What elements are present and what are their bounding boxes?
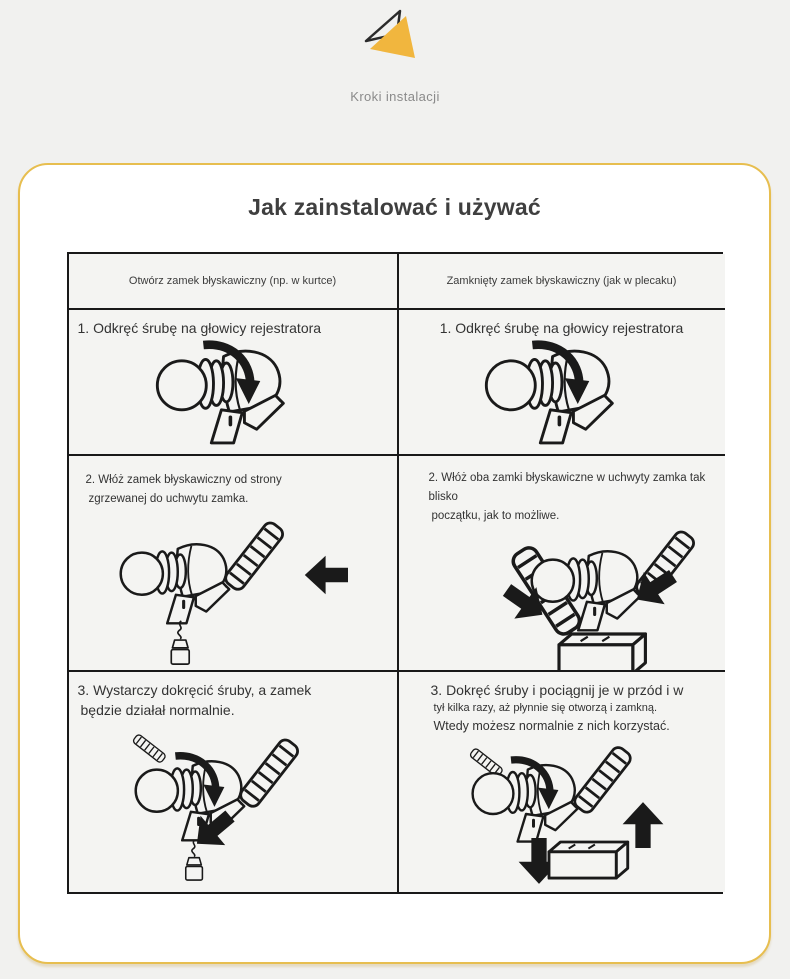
logo-caption: Kroki instalacji bbox=[350, 89, 440, 104]
recorder-head-drawing bbox=[472, 765, 577, 841]
base-box-icon bbox=[549, 842, 628, 878]
step2-right-cell bbox=[397, 454, 725, 670]
step2-right-text: 2. Włóż oba zamki błyskawiczne w uchwyty zamka tak blisko początku, jak to możliwe. bbox=[428, 472, 706, 522]
zipper-pull-icon bbox=[171, 621, 189, 664]
column-header-text: Zamknięty zamek błyskawiczny (jak w plecaku) bbox=[446, 275, 677, 287]
column-header-open-zipper bbox=[69, 254, 397, 308]
zipper-tape-icon bbox=[222, 520, 285, 592]
zipper-tape-stub-icon bbox=[132, 734, 166, 764]
page-title: Jak zainstalować i używać bbox=[248, 194, 541, 220]
brand-header bbox=[0, 8, 790, 104]
step2-left-cell bbox=[69, 454, 397, 670]
zipper-tape-icon bbox=[571, 745, 632, 815]
step3-right-text: 3. Dokręć śruby i pociągnij je w przód i w tył kilka razy, aż płynnie się otworzą i zamkną. Wtedy możesz normalnie z nich korzystać. bbox=[430, 682, 684, 733]
step1-right-text: 1. Odkręć śrubę na głowicy rejestratora bbox=[439, 320, 684, 336]
instruction-card bbox=[18, 163, 771, 964]
recorder-head-drawing bbox=[120, 544, 229, 623]
zipper-tape-icon bbox=[237, 737, 300, 809]
triangle-logo-icon bbox=[353, 8, 437, 70]
recorder-head-drawing bbox=[157, 351, 283, 443]
step3-right-cell bbox=[397, 670, 725, 892]
base-box-icon bbox=[559, 634, 645, 670]
step1-right-cell bbox=[397, 308, 725, 454]
steps-table bbox=[67, 252, 723, 894]
step1-right-illustration bbox=[399, 338, 725, 454]
step3-left-illustration bbox=[69, 720, 397, 892]
column-header-text: Otwórz zamek błyskawiczny (np. w kurtce) bbox=[128, 275, 337, 287]
step3-left-text: 3. Wystarczy dokręcić śruby, a zamek będzie działał normalnie. bbox=[77, 682, 312, 718]
step3-right-illustration bbox=[399, 736, 725, 892]
column-header-closed-zipper bbox=[397, 254, 725, 308]
step2-left-text: 2. Włóż zamek błyskawiczny od strony zgrzewanej do uchwytu zamka. bbox=[85, 474, 282, 505]
zipper-pull-icon bbox=[185, 840, 202, 880]
recorder-head-drawing bbox=[135, 761, 244, 840]
step1-left-text: 1. Odkręć śrubę na głowicy rejestratora bbox=[77, 320, 322, 336]
step2-right-illustration bbox=[399, 526, 725, 670]
step1-left-illustration bbox=[69, 338, 397, 454]
insert-arrow-icon bbox=[304, 556, 347, 594]
step2-left-illustration bbox=[69, 509, 397, 670]
step1-left-cell bbox=[69, 308, 397, 454]
step3-left-cell bbox=[69, 670, 397, 892]
recorder-head-drawing bbox=[486, 351, 612, 443]
